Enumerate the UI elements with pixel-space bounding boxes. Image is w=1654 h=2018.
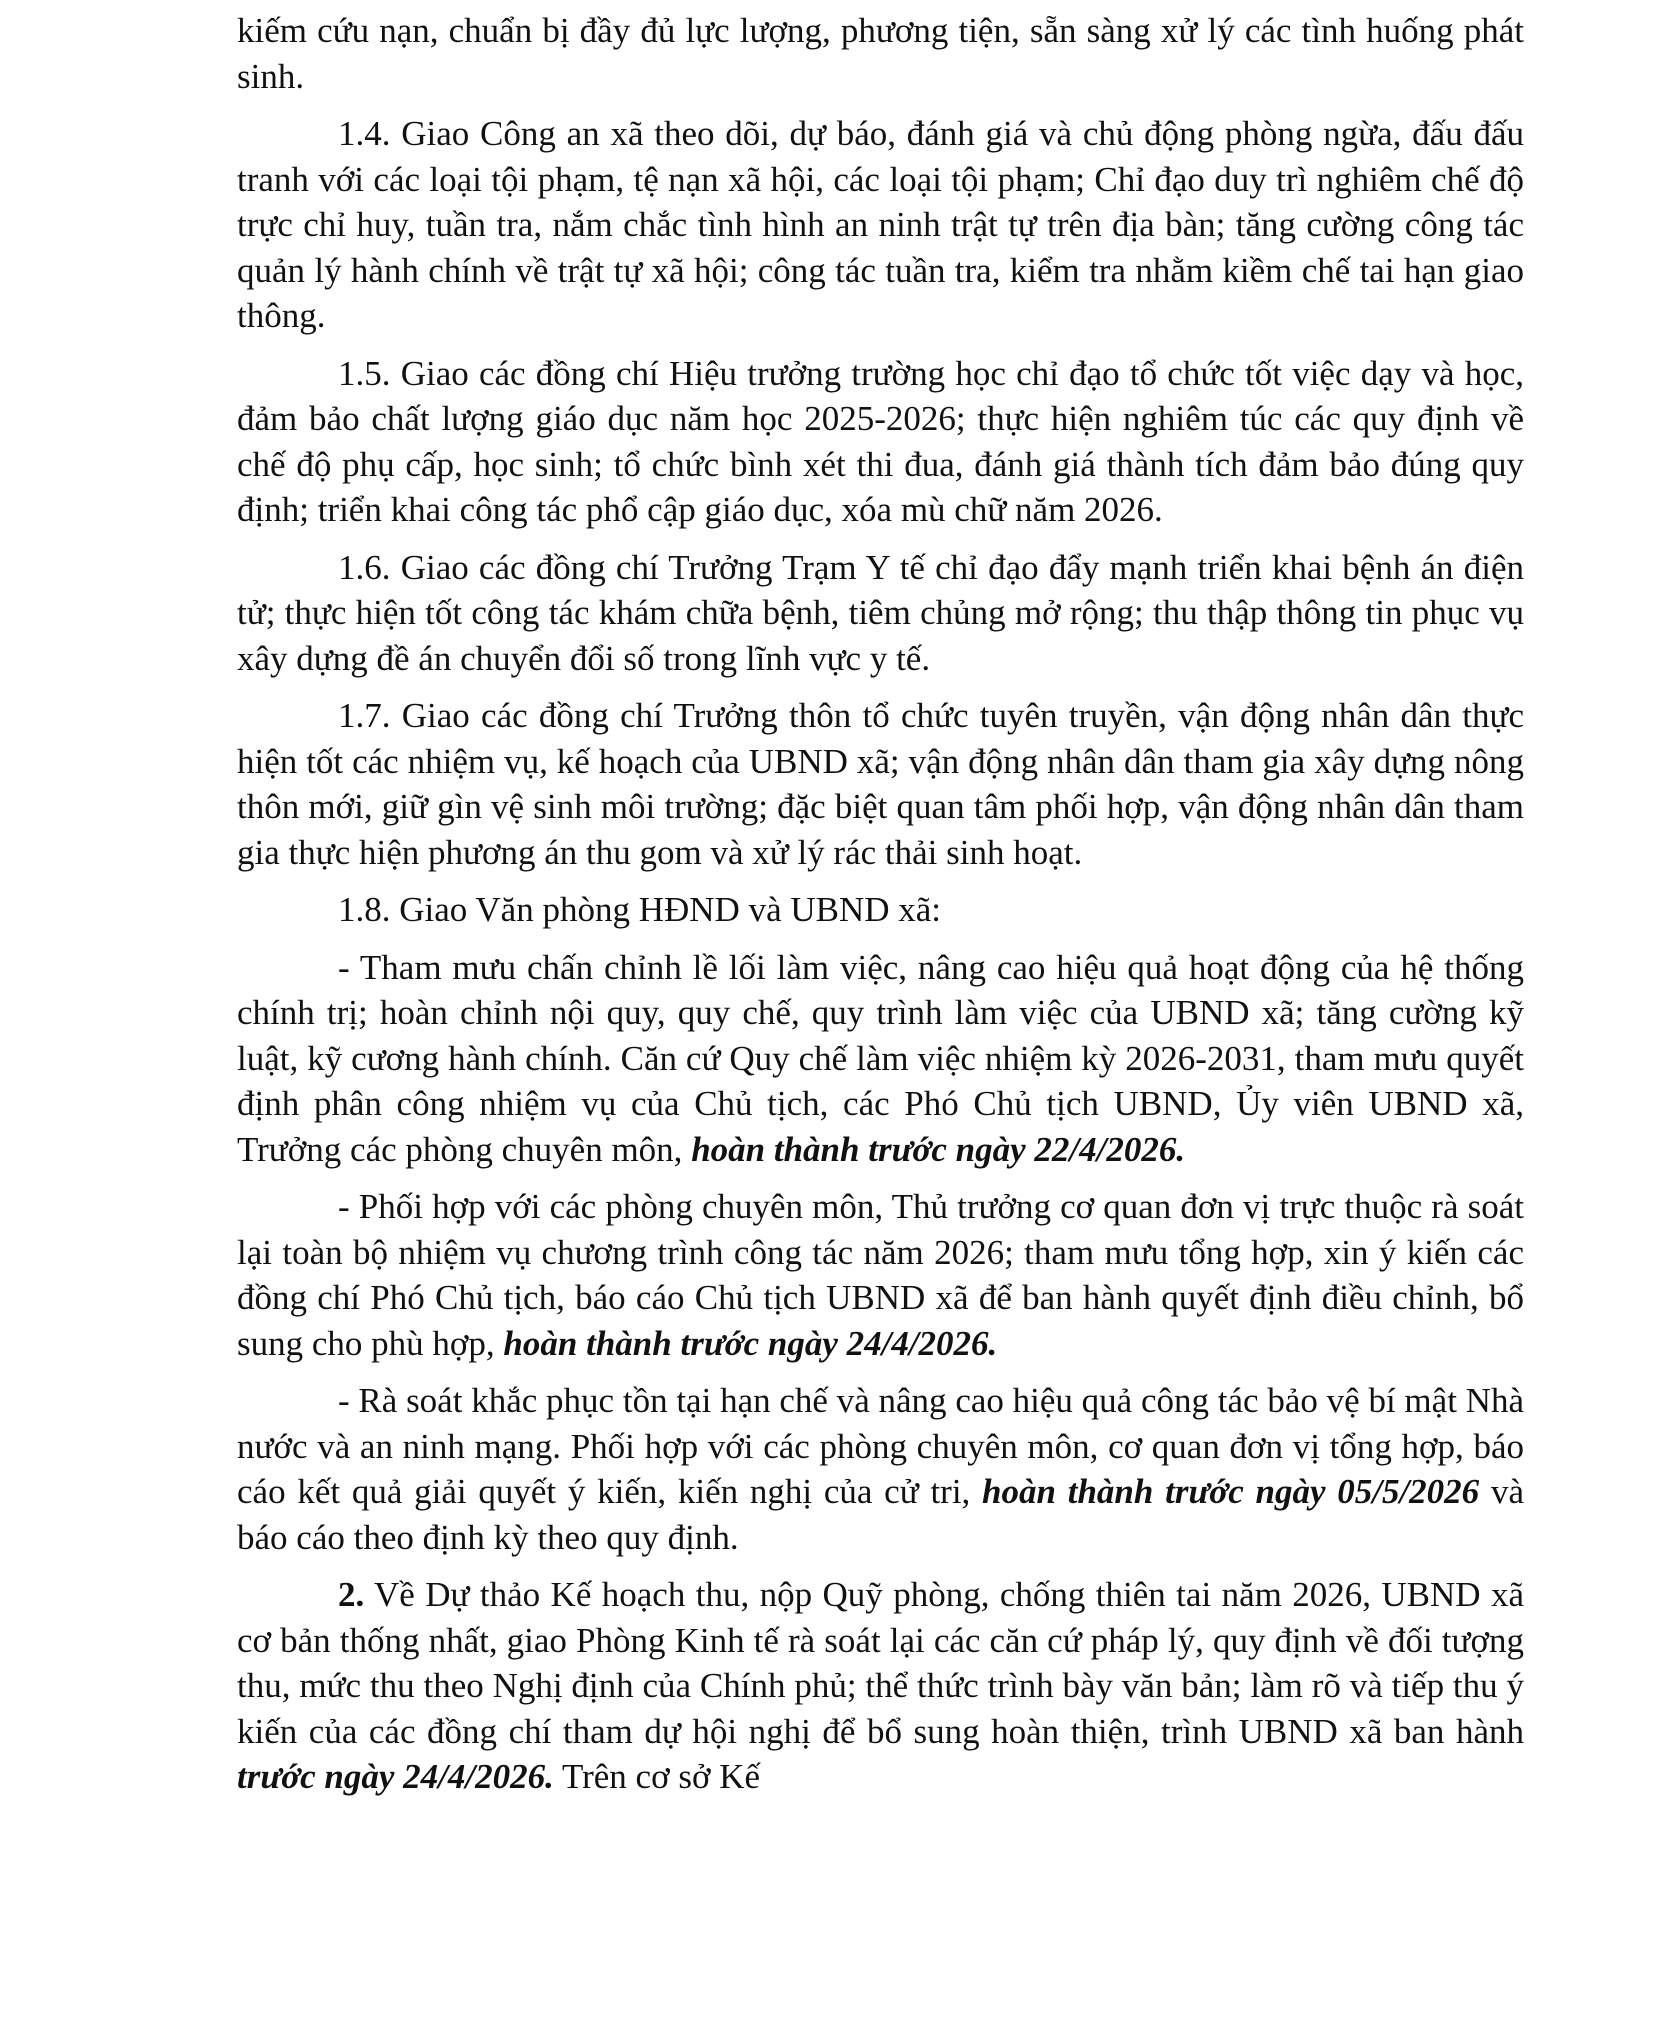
paragraph-1-8-item-a [237,945,1524,1173]
text-run: và báo cáo theo định kỳ theo quy định. [237,1472,1524,1557]
text-run: Về Dự thảo Kế hoạch thu, nộp Quỹ phòng, chống thiên tai năm 2026, UBND xã cơ bản thống nhất, giao Phòng Kinh tế rà soát lại các căn cứ pháp lý, quy định về đối tượng thu, mức thu theo Nghị định của Chính phủ; thể thức trình bày văn bản; làm rõ và tiếp thu ý kiến của các đồng chí tham dự hội nghị để bổ sung hoàn thiện, trình UBND xã ban hành [237,1575,1524,1751]
deadline-emphasis: hoàn thành trước ngày 05/5/2026 [982,1472,1480,1511]
document-page [237,8,1524,1812]
text-run: kiếm cứu nạn, chuẩn bị đầy đủ lực lượng, phương tiện, sẵn sàng xử lý các tình huống phát sinh. [237,11,1524,96]
paragraph-1-8-office [237,887,1524,933]
deadline-emphasis: trước ngày 24/4/2026. [237,1757,554,1796]
text-run: - Phối hợp với các phòng chuyên môn, Thủ trưởng cơ quan đơn vị trực thuộc rà soát lại toàn bộ nhiệm vụ chương trình công tác năm 2026; tham mưu tổng hợp, xin ý kiến các đồng chí Phó Chủ tịch, báo cáo Chủ tịch UBND xã để ban hành quyết định điều chỉnh, bổ sung cho phù hợp, [237,1187,1524,1363]
paragraph-1-4-police [237,111,1524,339]
deadline-emphasis: hoàn thành trước ngày 24/4/2026. [503,1323,998,1363]
text-run: Trên cơ sở Kế [553,1757,761,1796]
deadline-emphasis: hoàn thành trước ngày 22/4/2026. [691,1129,1186,1169]
paragraph-2-disaster-fund [237,1572,1524,1800]
paragraph-1-5-schools [237,351,1524,533]
text-run: 1.5. Giao các đồng chí Hiệu trưởng trường học chỉ đạo tổ chức tốt việc dạy và học, đảm bảo chất lượng giáo dục năm học 2025-2026; thực hiện nghiêm túc các quy định về chế độ phụ cấp, học sinh; tổ chức bình xét thi đua, đánh giá thành tích đảm bảo đúng quy định; triển khai công tác phổ cập giáo dục, xóa mù chữ năm 2026. [237,353,1524,529]
text-run: 1.8. Giao Văn phòng HĐND và UBND xã: [338,890,942,929]
text-run: - Tham mưu chấn chỉnh lề lối làm việc, nâng cao hiệu quả hoạt động của hệ thống chính trị; hoàn chỉnh nội quy, quy chế, quy trình làm việc của UBND xã; tăng cường kỹ luật, kỹ cương hành chính. Căn cứ Quy chế làm việc nhiệm kỳ 2026-2031, tham mưu quyết định phân công nhiệm vụ của Chủ tịch, các Phó Chủ tịch UBND, Ủy viên UBND xã, Trưởng các phòng chuyên môn, [237,947,1524,1169]
text-run: - Rà soát khắc phục tồn tại hạn chế và nâng cao hiệu quả công tác bảo vệ bí mật Nhà nước và an ninh mạng. Phối hợp với các phòng chuyên môn, cơ quan đơn vị tổng hợp, báo cáo kết quả giải quyết ý kiến, kiến nghị của cử tri, [237,1381,1524,1511]
paragraph-1-8-item-c [237,1378,1524,1560]
paragraph-1-6-health [237,545,1524,682]
section-number: 2. [338,1575,365,1614]
paragraph-1-7-villages [237,693,1524,875]
text-run: 1.4. Giao Công an xã theo dõi, dự báo, đánh giá và chủ động phòng ngừa, đấu đấu tranh với các loại tội phạm, tệ nạn xã hội, các loại tội phạm; Chỉ đạo duy trì nghiêm chế độ trực chỉ huy, tuần tra, nắm chắc tình hình an ninh trật tự trên địa bàn; tăng cường công tác quản lý hành chính về trật tự xã hội; công tác tuần tra, kiểm tra nhằm kiềm chế tai hạn giao thông. [237,114,1524,335]
text-run: 1.6. Giao các đồng chí Trưởng Trạm Y tế chỉ đạo đẩy mạnh triển khai bệnh án điện tử; thực hiện tốt công tác khám chữa bệnh, tiêm chủng mở rộng; thu thập thông tin phục vụ xây dựng đề án chuyển đổi số trong lĩnh vực y tế. [237,547,1524,678]
paragraph-1-8-item-b [237,1184,1524,1366]
text-run: 1.7. Giao các đồng chí Trưởng thôn tổ chức tuyên truyền, vận động nhân dân thực hiện tốt các nhiệm vụ, kế hoạch của UBND xã; vận động nhân dân tham gia xây dựng nông thôn mới, giữ gìn vệ sinh môi trường; đặc biệt quan tâm phối hợp, vận động nhân dân tham gia thực hiện phương án thu gom và xử lý rác thải sinh hoạt. [237,696,1524,872]
paragraph-continuation [237,8,1524,99]
